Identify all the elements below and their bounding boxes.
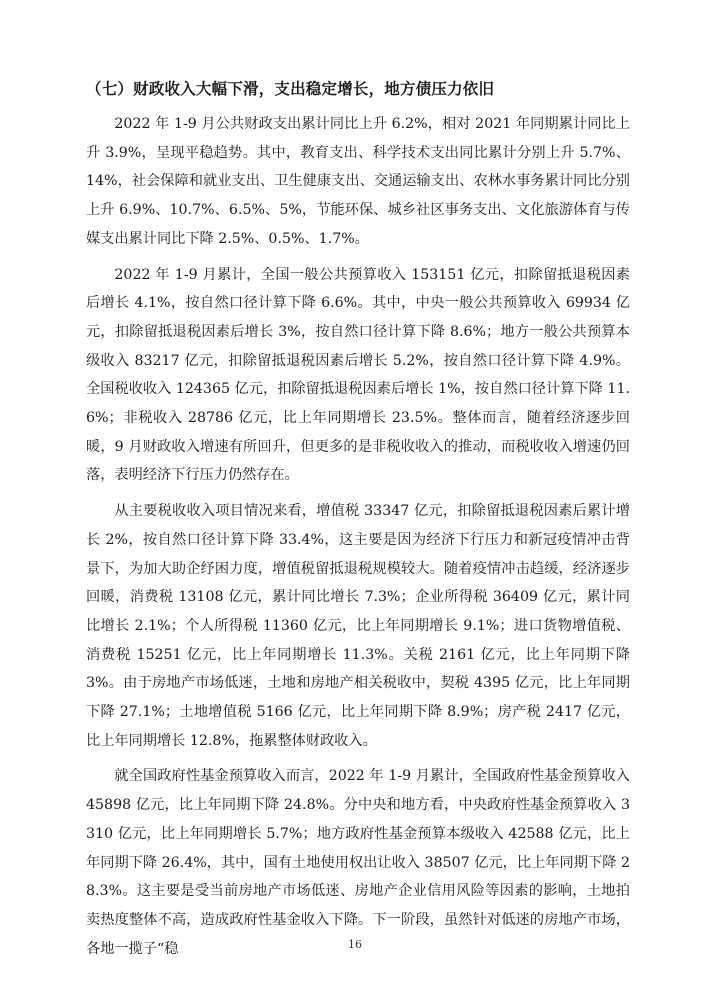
paragraph-budget-revenue: 2022 年 1-9 月累计，全国一般公共预算收入 153151 亿元，扣除留抵退税因素后增长 4.1%，按自然口径计算下降 6.6%。其中，中央一般公共预算收入 69934 亿元，扣除留抵退税因素后增长 3%，按自然口径计算下降 8.6%；地方一般公共预算本级收入 83217 亿元，扣除留抵退税因素后增长 5.2%，按自然口径计算下降 4.9%。全国税收收入 124365 亿元，扣除留抵退税因素后增长 1%，按自然口径计算下降 11.6%；非税收入 28786 亿元，比上年同期增长 23.5%。整体而言，随着经济逐步回暖，9 月财政收入增速有所回升，但更多的是非税收收入的推动，而税收收入增速仍回落，表明经济下行压力仍然存在。: [86, 266, 630, 484]
section-heading: （七）财政收入大幅下滑，支出稳定增长，地方债压力依旧: [86, 80, 495, 98]
paragraph-expenditure: 2022 年 1-9 月公共财政支出累计同比上升 6.2%，相对 2021 年同期累计同比上升 3.9%，呈现平稳趋势。其中，教育支出、科学技术支出同比累计分别上升 5.7%、14%，社会保障和就业支出、卫生健康支出、交通运输支出、农林水事务累计同比分别上升 6.9%、10.7%、6.5%、5%，节能环保、城乡社区事务支出、文化旅游体育与传媒支出累计同比下降 2.5%、0.5%、1.7%。: [86, 116, 630, 247]
paragraph-government-fund: 就全国政府性基金预算收入而言，2022 年 1-9 月累计，全国政府性基金预算收入 45898 亿元，比上年同期下降 24.8%。分中央和地方看，中央政府性基金预算收入 3310 亿元，比上年同期增长 5.7%；地方政府性基金预算本级收入 42588 亿元，比上年同期下降 26.4%，其中，国有土地使用权出让收入 38507 亿元，比上年同期下降 28.3%。这主要是受当前房地产市场低迷、房地产企业信用风险等因素的影响，土地拍卖热度整体不高，造成政府性基金收入下降。下一阶段，虽然针对低迷的房地产市场，各地一揽子“稳: [86, 768, 630, 957]
page-number: 16: [348, 938, 362, 951]
paragraph-tax-items: 从主要税收收入项目情况来看，增值税 33347 亿元，扣除留抵退税因素后累计增长 2%，按自然口径计算下降 33.4%，这主要是因为经济下行压力和新冠疫情冲击背景下，为加大助企纾困力度，增值税留抵退税规模较大。随着疫情冲击趋缓，经济逐步回暖，消费税 13108 亿元，累计同比增长 7.3%；企业所得税 36409 亿元，累计同比增长 2.1%；个人所得税 11360 亿元，比上年同期增长 9.1%；进口货物增值税、消费税 15251 亿元，比上年同期增长 11.3%。关税 2161 亿元，比上年同期下降 3%。由于房地产市场低迷，土地和房地产相关税收中，契税 4395 亿元，比上年同期下降 27.1%；土地增值税 5166 亿元，比上年同期下降 8.9%；房产税 2417 亿元，比上年同期增长 12.8%，拖累整体财政收入。: [86, 503, 630, 749]
document-body: [86, 74, 630, 970]
